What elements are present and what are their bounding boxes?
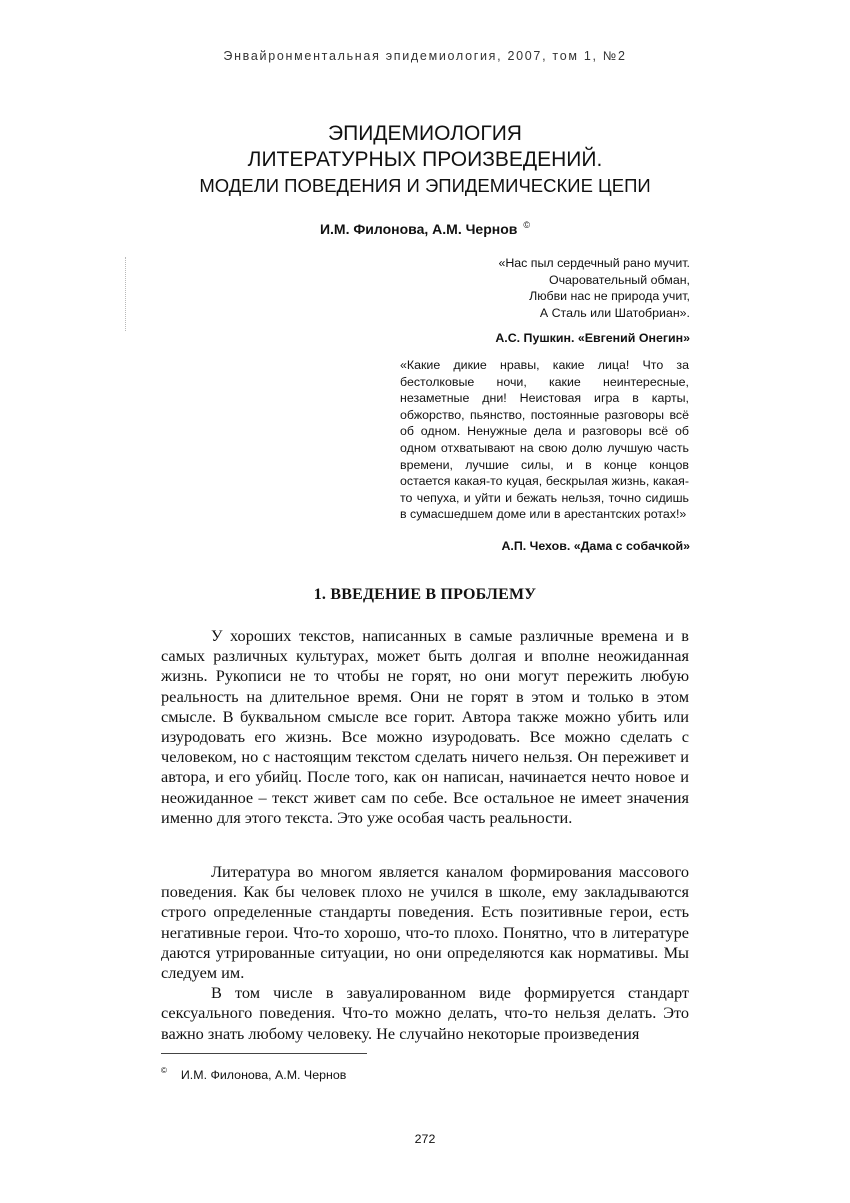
epigraph-poem-attribution: А.С. Пушкин. «Евгений Онегин»	[495, 331, 690, 345]
margin-dotted-mark	[125, 257, 127, 331]
running-head: Энвайронментальная эпидемиология, 2007, том 1, №2	[223, 49, 627, 63]
body-paragraphs-2-3	[161, 862, 689, 1044]
body-paragraph-1	[161, 626, 689, 828]
authors-names: И.М. Филонова, А.М. Чернов	[319, 221, 518, 237]
paragraph-text: В том числе в завуалированном виде формируется стандарт сексуального поведения. Что-то можно делать, что-то нельзя делать. Это важно знать любому человеку. Не случайно некоторые произведения	[161, 983, 689, 1043]
copyright-mark: ©	[523, 220, 531, 230]
title-line-1: ЭПИДЕМИОЛОГИЯ	[328, 122, 522, 145]
title-line-2: ЛИТЕРАТУРНЫХ ПРОИЗВЕДЕНИЙ.	[247, 148, 603, 171]
poem-line: Любви нас не природа учит,	[529, 289, 690, 304]
epigraph-poem	[400, 255, 690, 321]
footnote-rule	[161, 1053, 367, 1054]
paragraph-text: У хороших текстов, написанных в самые различные времена и в самых различных культурах, может быть долгая и вполне неожиданная жизнь. Рукописи не то чтобы не горят, но они могут пережить любую реальность на длительное время. Они не горят в этом и только в этом смысле. В буквальном смысле все горит. Автора также можно убить или изуродовать его жизнь. Все можно изуродовать. Все можно сделать с человеком, но с настоящим текстом сделать ничего нельзя. Он переживет и автора, и его убийц. После того, как он написан, начинается нечто новое и неожиданное – текст живет сам по себе. Все остальное не имеет значения именно для этого текста. Это уже особая часть реальности.	[161, 626, 689, 827]
poem-line: Очаровательный обман,	[548, 272, 690, 287]
title-line-3: МОДЕЛИ ПОВЕДЕНИЯ И ЭПИДЕМИЧЕСКИЕ ЦЕПИ	[199, 175, 651, 196]
authors	[0, 220, 850, 237]
page-number: 272	[414, 1132, 436, 1146]
article-title	[0, 121, 850, 199]
footnote	[161, 1066, 346, 1082]
poem-line: «Нас пыл сердечный рано мучит.	[498, 256, 690, 270]
footnote-mark: ©	[161, 1066, 167, 1075]
epigraph-quote-attribution: А.П. Чехов. «Дама с собачкой»	[501, 539, 690, 553]
paragraph-text: Литература во многом является каналом формирования массового поведения. Как бы человек плохо не учился в школе, ему закладываются строго определенные стандарты поведения. Есть позитивные герои, есть негативные герои. Что-то хорошо, что-то плохо. Понятно, что в литературе даются утрированные ситуации, но они определяются как нормативы. Мы следуем им.	[161, 862, 689, 983]
section-heading: 1. ВВЕДЕНИЕ В ПРОБЛЕМУ	[313, 586, 537, 603]
epigraph-quote: «Какие дикие нравы, какие лица! Что за бестолковые ночи, какие неинтересные, незаметные дни! Неистовая игра в карты, обжорство, пьянство, постоянные разговоры всё об одном. Ненужные дела и разговоры всё об одном отхватывают на свою долю лучшую часть времени, лучшие силы, и в конце концов остается какая-то куцая, бескрылая жизнь, какая-то чепуха, и уйти и бежать нельзя, точно сидишь в сумасшедшем доме или в арестантских ротах!»	[400, 358, 689, 522]
footnote-text: И.М. Филонова, А.М. Чернов	[180, 1068, 347, 1082]
poem-line: А Сталь или Шатобриан».	[539, 305, 690, 320]
